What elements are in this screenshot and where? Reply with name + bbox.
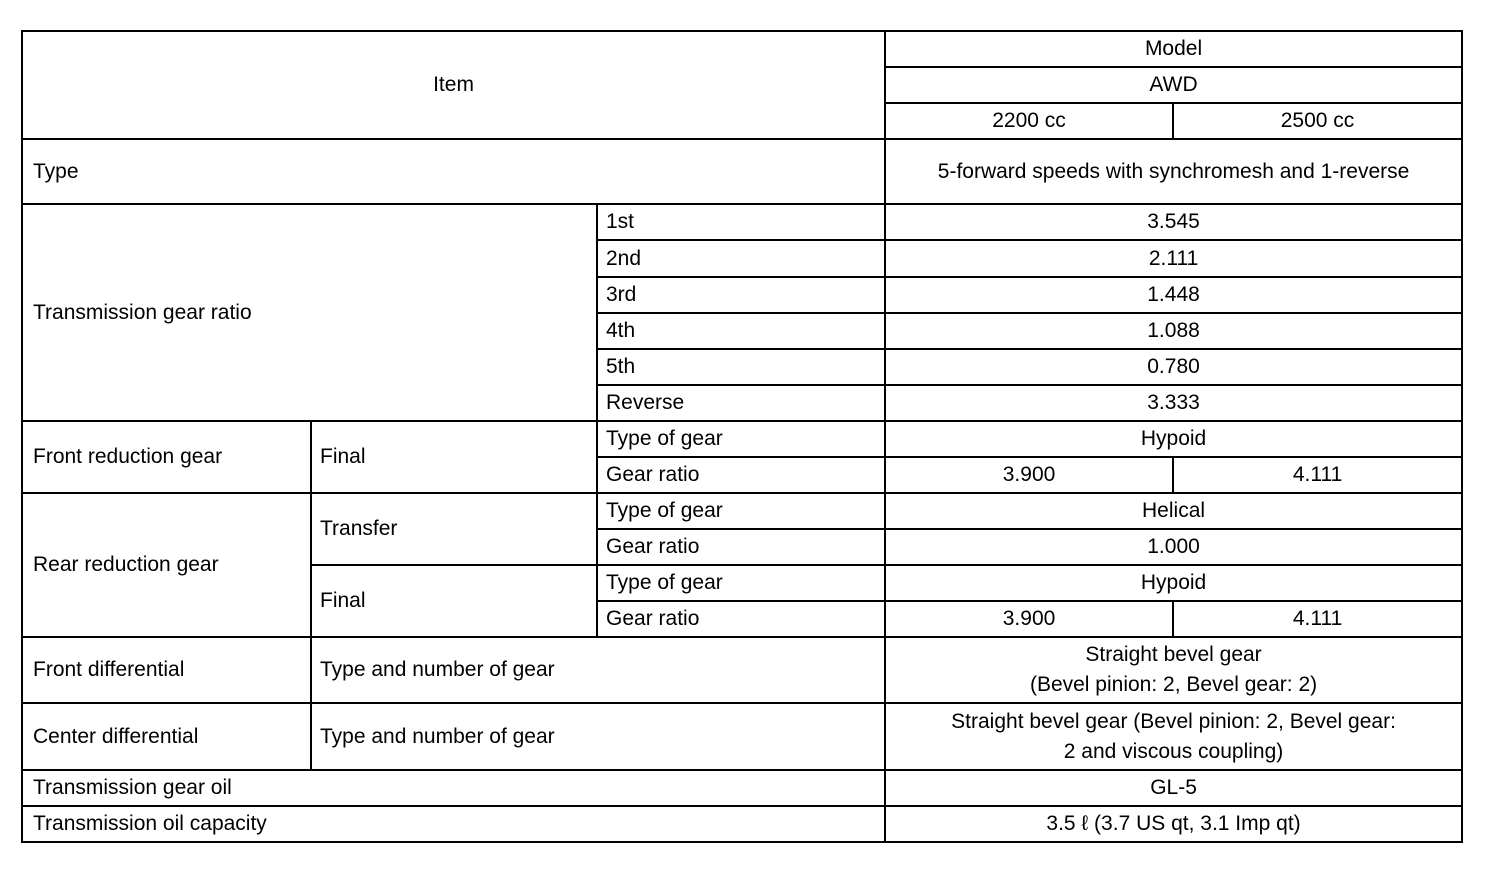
front-diff-value-line2: (Bevel pinion: 2, Bevel gear: 2) [1029,673,1318,697]
front-gear-ratio-2200: 3.900 [885,457,1173,493]
engine-2500-header: 2500 cc [1173,103,1462,139]
front-diff-sub: Type and number of gear [311,637,885,703]
rear-final-ratio-label: Gear ratio [597,601,885,637]
center-diff-label: Center differential [22,703,311,769]
gear-oil-label: Transmission gear oil [22,770,885,806]
front-reduction-label: Front reduction gear [22,421,311,493]
drive-header: AWD [885,67,1462,103]
gear-value: 2.111 [885,240,1462,276]
rear-final-ratio-2200: 3.900 [885,601,1173,637]
front-diff-value-line1: Straight bevel gear [1085,643,1262,667]
center-diff-value [885,703,1462,769]
gear-ratio-label: Transmission gear ratio [22,204,597,420]
front-type-of-gear-label: Type of gear [597,421,885,457]
rear-final-type-value: Hypoid [885,565,1462,601]
table-row [22,637,1462,703]
type-label: Type [22,139,885,204]
front-gear-ratio-label: Gear ratio [597,457,885,493]
table-row [22,204,1462,240]
model-header: Model [885,31,1462,67]
header-row [22,31,1462,67]
front-reduction-final: Final [311,421,597,493]
rear-transfer-type-value: Helical [885,493,1462,529]
table-row [22,703,1462,769]
engine-2200-header: 2200 cc [885,103,1173,139]
front-type-of-gear-value: Hypoid [885,421,1462,457]
gear-value: 1.448 [885,277,1462,313]
table-row [22,770,1462,806]
oil-capacity-value: 3.5 ℓ (3.7 US qt, 3.1 Imp qt) [885,806,1462,842]
rear-transfer-ratio-label: Gear ratio [597,529,885,565]
gear-oil-value: GL-5 [885,770,1462,806]
gear-value: 0.780 [885,349,1462,385]
rear-final-label: Final [311,565,597,637]
gear-name: 2nd [597,240,885,276]
oil-capacity-label: Transmission oil capacity [22,806,885,842]
center-diff-value-line1: Straight bevel gear (Bevel pinion: 2, Bevel gear: [951,709,1396,733]
rear-transfer-label: Transfer [311,493,597,565]
gear-value: 1.088 [885,313,1462,349]
item-header: Item [22,31,885,139]
gear-name: 5th [597,349,885,385]
spec-table [21,30,1463,843]
front-diff-value [885,637,1462,703]
rear-transfer-type-label: Type of gear [597,493,885,529]
table-row [22,139,1462,204]
front-diff-label: Front differential [22,637,311,703]
table-row [22,493,1462,529]
gear-value: 3.333 [885,385,1462,421]
gear-name: 3rd [597,277,885,313]
type-value: 5-forward speeds with synchromesh and 1-reverse [885,139,1462,204]
gear-value: 3.545 [885,204,1462,240]
front-gear-ratio-2500: 4.111 [1173,457,1462,493]
rear-final-ratio-2500: 4.111 [1173,601,1462,637]
gear-name: Reverse [597,385,885,421]
center-diff-value-line2: 2 and viscous coupling) [1063,739,1284,763]
center-diff-sub: Type and number of gear [311,703,885,769]
gear-name: 1st [597,204,885,240]
table-row [22,421,1462,457]
rear-final-type-label: Type of gear [597,565,885,601]
gear-name: 4th [597,313,885,349]
rear-reduction-label: Rear reduction gear [22,493,311,637]
rear-transfer-ratio-value: 1.000 [885,529,1462,565]
table-row [22,806,1462,842]
